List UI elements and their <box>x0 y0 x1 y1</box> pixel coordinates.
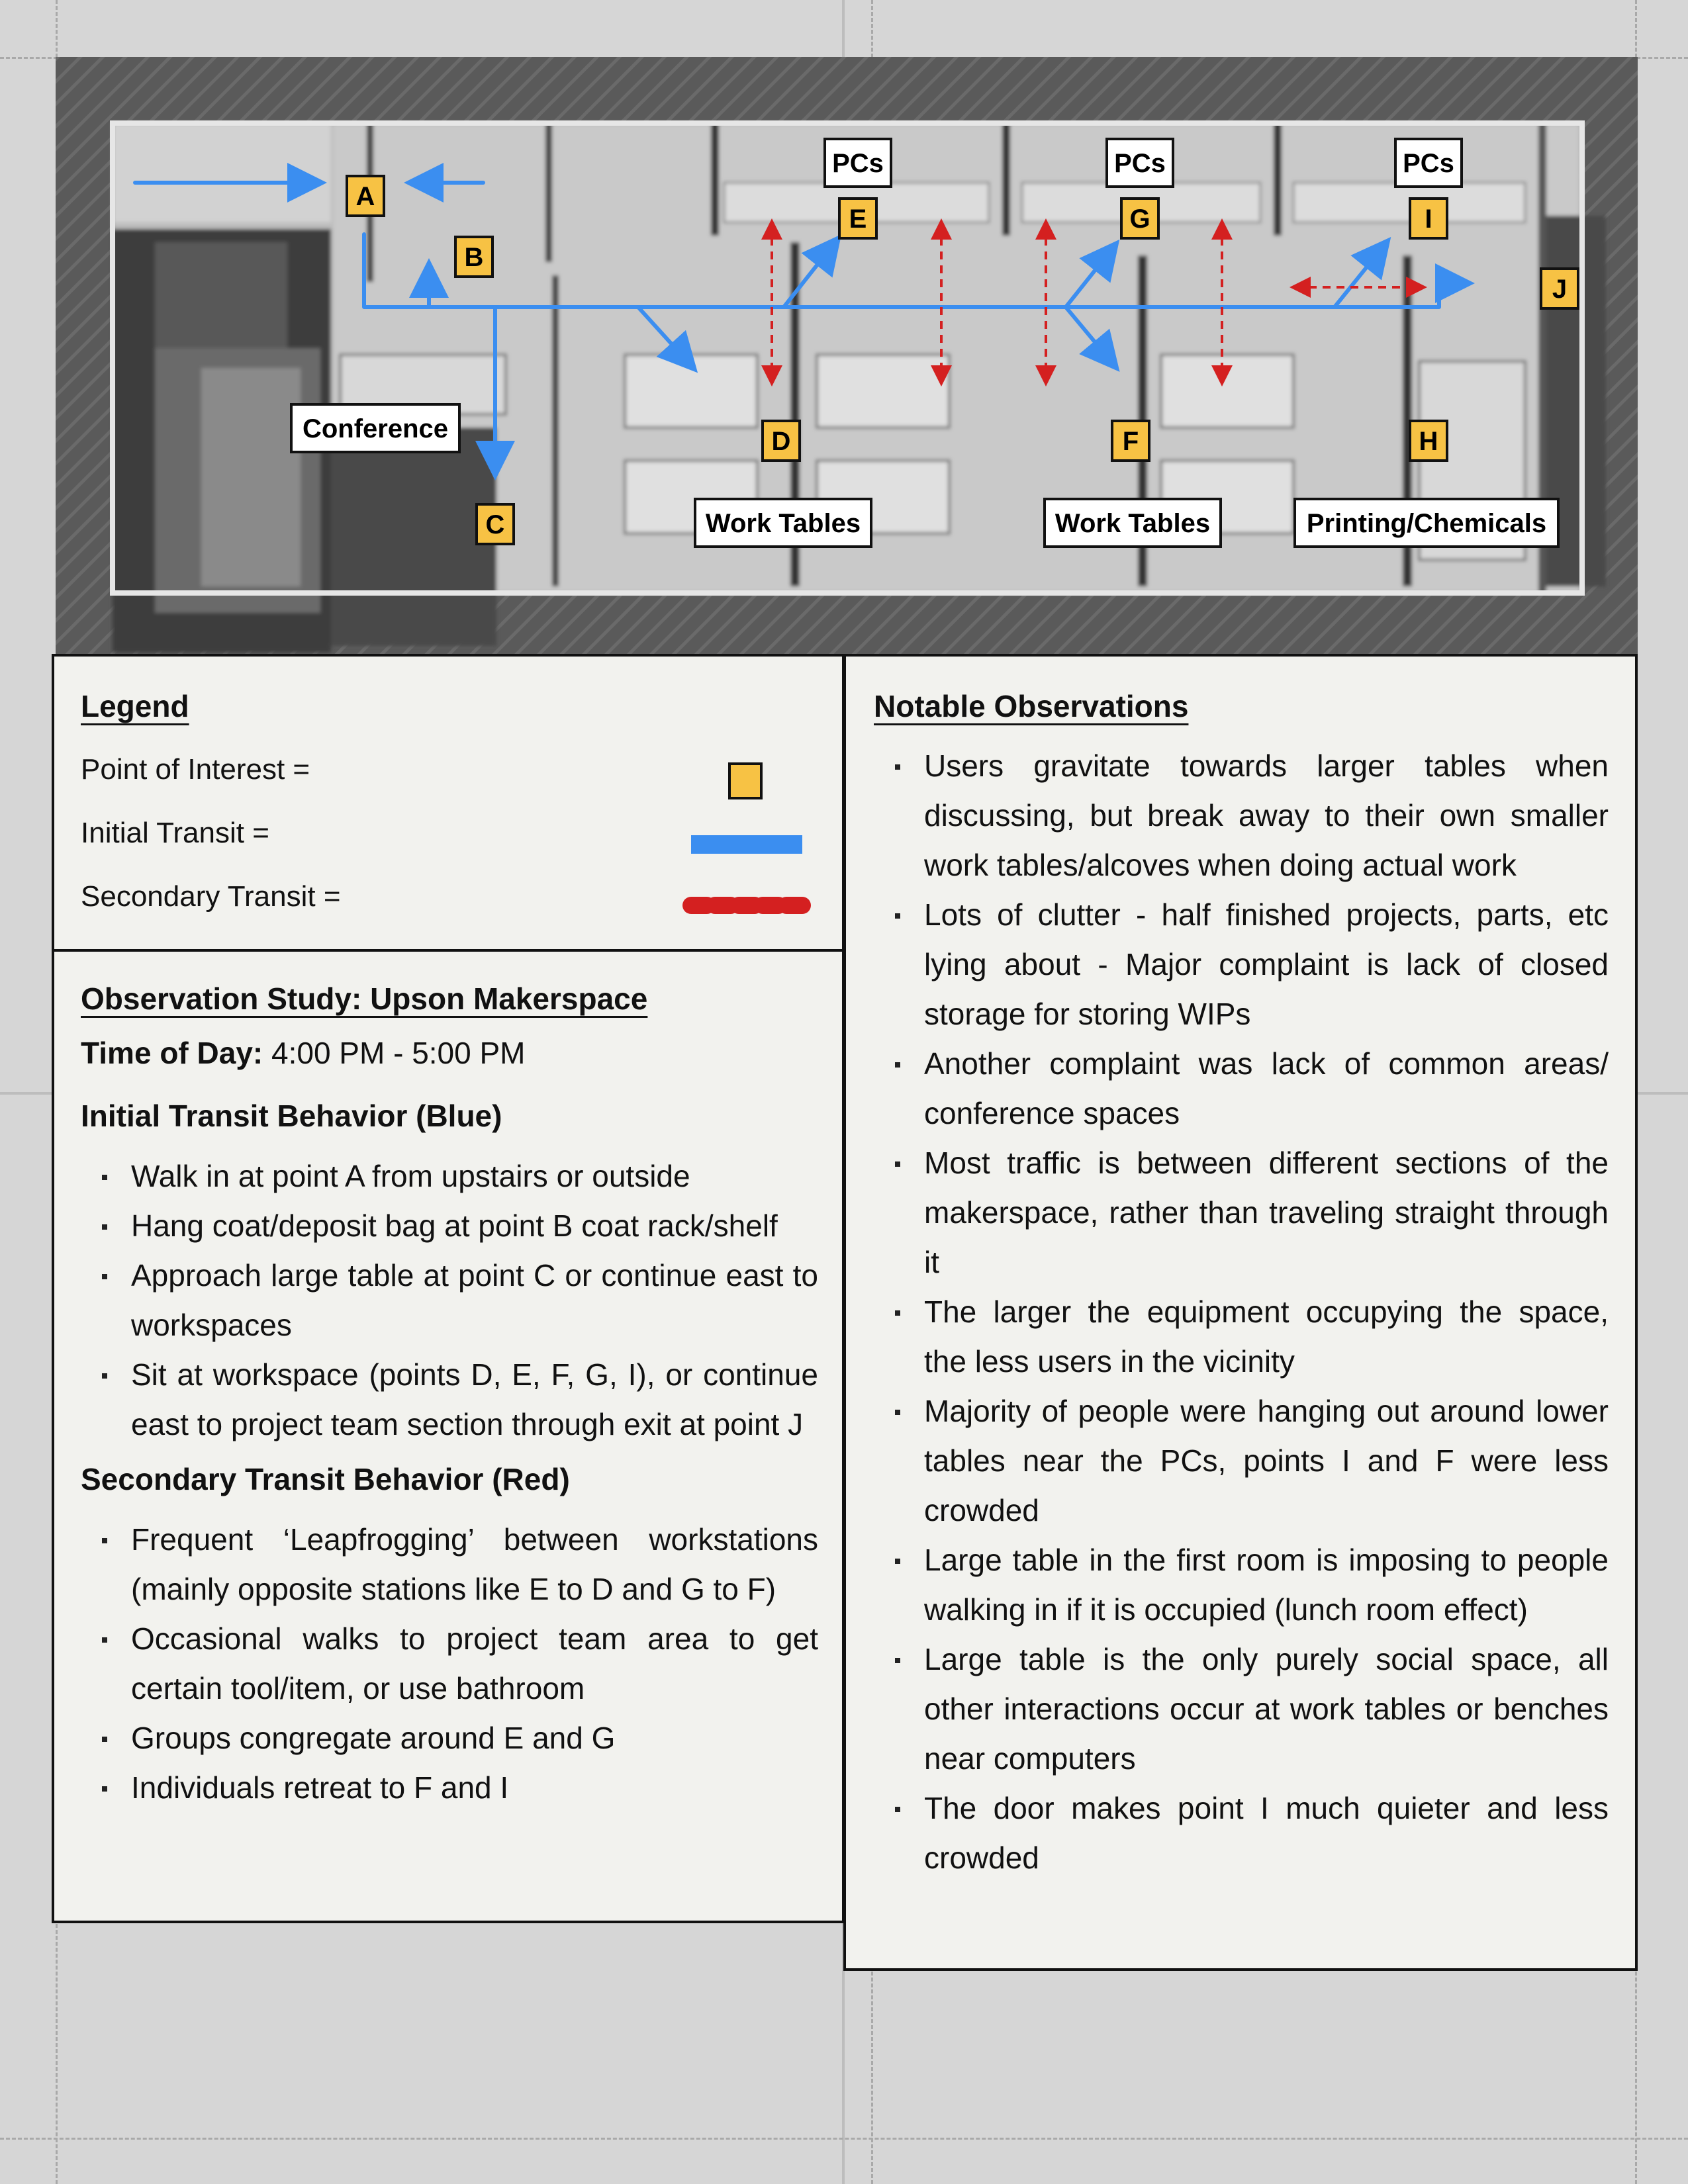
svg-text:PCs: PCs <box>832 149 884 178</box>
point-f <box>1112 421 1149 461</box>
list-item: The larger the equipment occupying the space, the less users in the vicinity <box>874 1287 1609 1387</box>
list-item: Frequent ‘Leapfrogging’ between workstations (mainly opposite stations like E to D and G to F) <box>81 1515 818 1614</box>
point-d <box>763 421 800 461</box>
area-label-pcs-1 <box>825 139 891 187</box>
list-item: Individuals retreat to F and I <box>81 1763 818 1813</box>
observations-list <box>874 741 1609 1883</box>
list-item: Hang coat/deposit bag at point B coat rack/shelf <box>81 1201 818 1251</box>
area-label-pcs-2 <box>1107 139 1173 187</box>
area-label-printing <box>1295 499 1558 547</box>
area-label-work-tables-2 <box>1045 499 1221 547</box>
area-label-work-tables-1 <box>695 499 871 547</box>
list-item: Occasional walks to project team area to get certain tool/item, or use bathroom <box>81 1614 818 1713</box>
initial-list <box>81 1152 818 1449</box>
area-label-conference <box>291 404 459 452</box>
list-item: Large table is the only purely social space, all other interactions occur at work tables or benches near computers <box>874 1635 1609 1784</box>
study-panel <box>52 949 845 1923</box>
time-label: Time of Day: <box>81 1036 263 1070</box>
svg-text:D: D <box>771 427 791 456</box>
legend-secondary-label: Secondary Transit = <box>81 880 341 913</box>
time-value: 4:00 PM - 5:00 PM <box>263 1036 526 1070</box>
svg-text:Work Tables: Work Tables <box>705 509 861 538</box>
floor-plan-diagram <box>56 57 1638 655</box>
list-item: The door makes point I much quieter and less crowded <box>874 1784 1609 1883</box>
list-item: Sit at workspace (points D, E, F, G, I), or continue east to project team section through exit at point J <box>81 1350 818 1449</box>
svg-text:PCs: PCs <box>1114 149 1166 178</box>
point-i <box>1410 199 1447 238</box>
legend-point-label: Point of Interest = <box>81 753 310 786</box>
svg-text:A: A <box>355 182 375 211</box>
list-item: Lots of clutter - half finished projects, parts, etc lying about - Major complaint is lack of closed storage for storing WIPs <box>874 890 1609 1039</box>
list-item: Approach large table at point C or continue east to workspaces <box>81 1251 818 1350</box>
svg-text:I: I <box>1425 205 1432 234</box>
list-item: Walk in at point A from upstairs or outside <box>81 1152 818 1201</box>
svg-text:Work Tables: Work Tables <box>1055 509 1211 538</box>
observations-title: Notable Observations <box>874 689 1189 723</box>
initial-heading: Initial Transit Behavior (Blue) <box>81 1099 502 1133</box>
legend-title: Legend <box>81 689 189 723</box>
svg-text:Printing/Chemicals: Printing/Chemicals <box>1306 509 1547 538</box>
svg-text:J: J <box>1552 275 1568 304</box>
legend-point-swatch <box>728 762 763 799</box>
study-title: Observation Study: Upson Makerspace <box>81 981 648 1016</box>
svg-text:G: G <box>1129 205 1150 234</box>
secondary-list <box>81 1515 818 1813</box>
legend-initial-swatch <box>691 835 802 854</box>
svg-text:PCs: PCs <box>1403 149 1454 178</box>
point-b <box>455 237 492 277</box>
point-j <box>1541 269 1578 308</box>
guide-line <box>0 2138 1688 2140</box>
svg-text:B: B <box>464 243 484 272</box>
time-of-day <box>81 1028 818 1078</box>
list-item: Large table in the first room is imposing to people walking in if it is occupied (lunch room effect) <box>874 1535 1609 1635</box>
list-item: Majority of people were hanging out around lower tables near the PCs, points I and F were less crowded <box>874 1387 1609 1535</box>
svg-text:C: C <box>485 510 505 539</box>
area-label-pcs-3 <box>1395 139 1462 187</box>
point-a <box>347 176 384 216</box>
point-g <box>1121 199 1158 238</box>
list-item: Another complaint was lack of common areas/ conference spaces <box>874 1039 1609 1138</box>
point-c <box>477 504 514 544</box>
secondary-heading: Secondary Transit Behavior (Red) <box>81 1462 570 1496</box>
point-e <box>839 199 876 238</box>
legend-initial-label: Initial Transit = <box>81 817 269 849</box>
observations-panel <box>843 654 1638 1971</box>
svg-text:H: H <box>1419 427 1438 456</box>
svg-text:F: F <box>1122 427 1139 456</box>
legend-panel <box>52 654 845 952</box>
list-item: Groups congregate around E and G <box>81 1713 818 1763</box>
list-item: Most traffic is between different sections of the makerspace, rather than traveling straight through it <box>874 1138 1609 1287</box>
legend-secondary-swatch <box>682 892 814 919</box>
point-h <box>1410 421 1447 461</box>
svg-text:Conference: Conference <box>302 414 449 443</box>
list-item: Users gravitate towards larger tables when discussing, but break away to their own smaller work tables/alcoves when doing actual work <box>874 741 1609 890</box>
svg-text:E: E <box>849 205 867 234</box>
